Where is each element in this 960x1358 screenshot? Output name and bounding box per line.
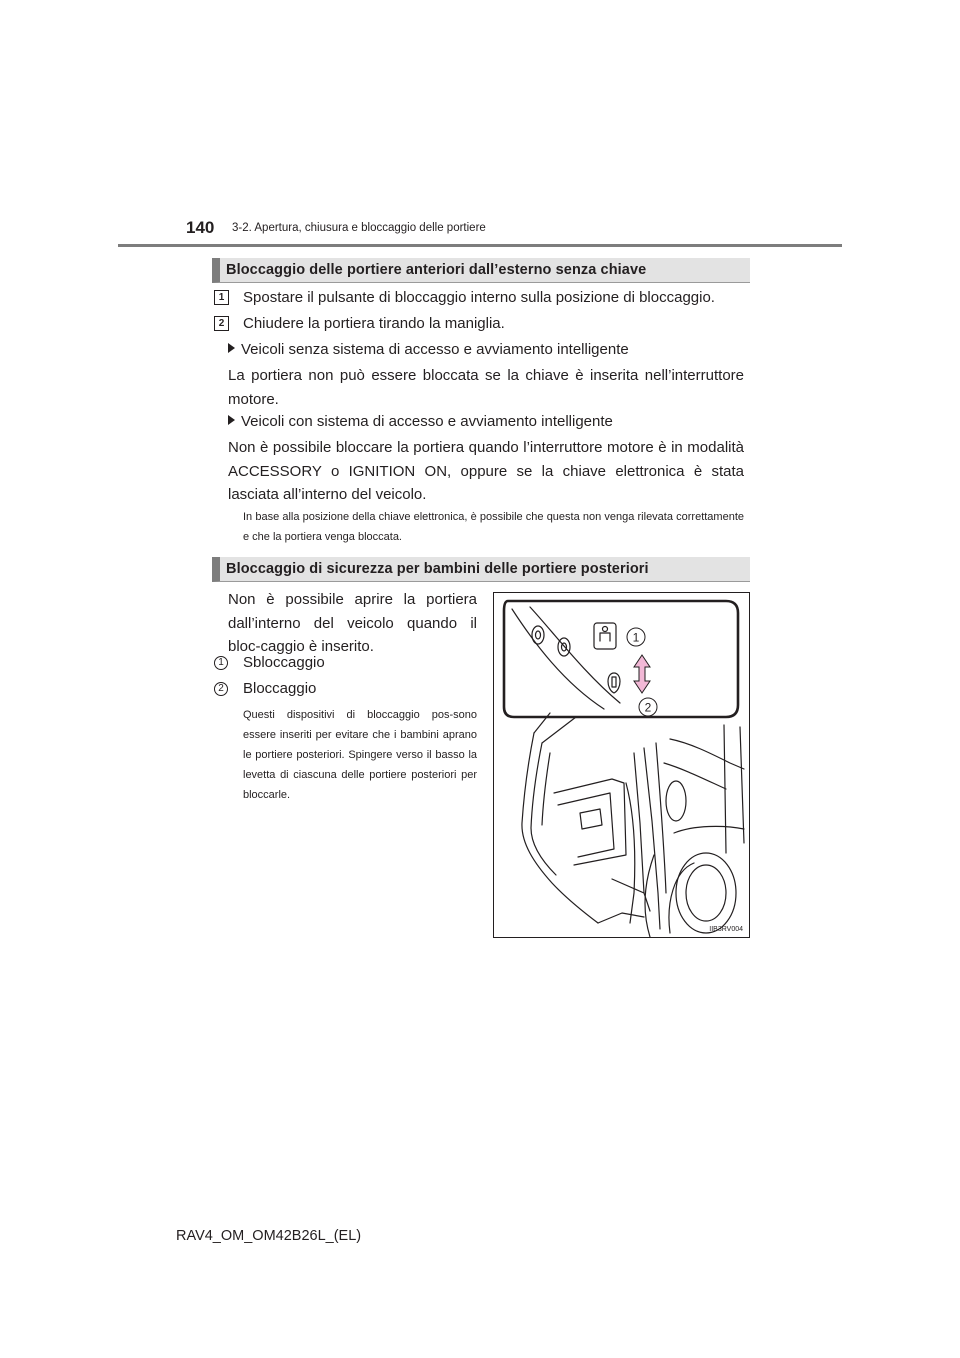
figure-callout-2: 2 <box>644 700 652 715</box>
bullet-text: Veicoli senza sistema di accesso e avviamento intelligente <box>241 341 629 358</box>
triangle-bullet-icon <box>228 415 235 425</box>
step-number-2: 2 <box>214 316 229 331</box>
chapter-title: 3-2. Apertura, chiusura e bloccaggio delle portiere <box>232 222 486 234</box>
paragraph-smart-key: Non è possibile bloccare la portiera quando l’interruttore motore è in modalità ACCESSORY o IGNITION ON, oppure se la chiave elettronica è stata lasciata all’interno del veicolo. <box>228 439 744 503</box>
figure-callout-1: 1 <box>632 630 640 645</box>
section-heading-child-lock <box>212 557 750 582</box>
note-electronic-key: In base alla posizione della chiave elettronica, è possibile che questa non venga rilevata correttamente e che la portiera venga bloccata. <box>243 511 744 543</box>
section-heading-text: Bloccaggio di sicurezza per bambini delle portiere posteriori <box>226 561 649 577</box>
step-number-1: 1 <box>214 290 229 305</box>
section-heading-front-doors <box>212 258 750 283</box>
item-label-unlock: Sbloccaggio <box>243 654 325 671</box>
step-text-2: Chiudere la portiera tirando la maniglia. <box>243 315 505 332</box>
item-label-lock: Bloccaggio <box>243 680 317 697</box>
car-door-drawing <box>494 593 749 937</box>
section-heading-text: Bloccaggio delle portiere anteriori dall’esterno senza chiave <box>226 262 647 278</box>
header-divider <box>118 244 842 247</box>
figure-code: IIB3RV004 <box>709 926 743 933</box>
document-code: RAV4_OM_OM42B26L_(EL) <box>176 1228 362 1244</box>
child-lock-illustration <box>493 592 750 938</box>
child-lock-intro: Non è possibile aprire la portiera dall’interno del veicolo quando il bloc-caggio è inserito. <box>228 591 477 655</box>
note-child-lock: Questi dispositivi di bloccaggio pos-sono essere inseriti per evitare che i bambini aprano le portiere posteriori. Spingere verso il basso la levetta di ciascuna delle portiere posteriori per bloccarle. <box>243 709 477 801</box>
step-text-1: Spostare il pulsante di bloccaggio interno sulla posizione di bloccaggio. <box>243 289 715 306</box>
item-number-1: 1 <box>214 656 228 670</box>
triangle-bullet-icon <box>228 343 235 353</box>
bullet-with-smart-key <box>228 413 613 430</box>
bullet-text: Veicoli con sistema di accesso e avviamento intelligente <box>241 413 613 430</box>
bullet-without-smart-key <box>228 341 629 358</box>
paragraph-key-inserted: La portiera non può essere bloccata se la chiave è inserita nell’interruttore motore. <box>228 367 744 408</box>
page-number: 140 <box>186 218 215 237</box>
item-number-2: 2 <box>214 682 228 696</box>
